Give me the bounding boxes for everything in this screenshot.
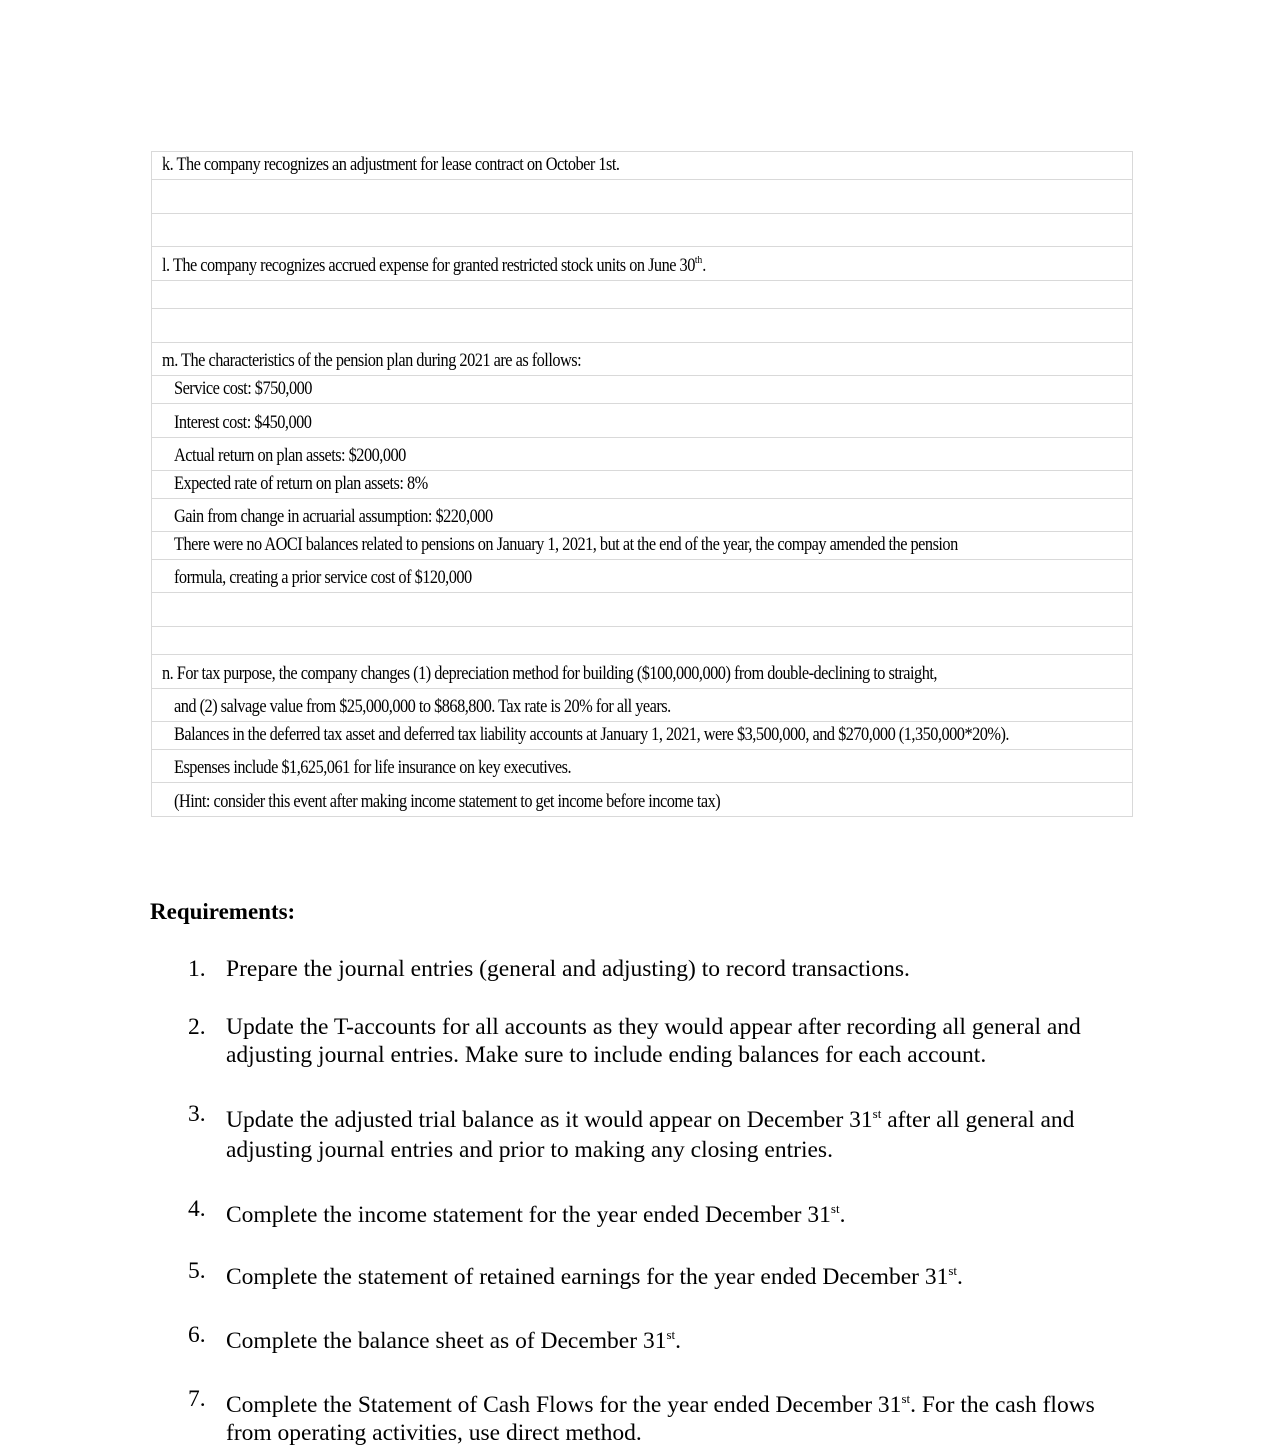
item-m-line: Gain from change in acruarial assumption: $220,000	[174, 506, 493, 527]
item-m-line: formula, creating a prior service cost of $120,000	[174, 567, 472, 588]
list-item: 5. Complete the statement of retained earnings for the year ended December 31st.	[188, 1258, 963, 1290]
list-item: 2. Update the T-accounts for all accounts as they would appear after recording all general and adjusting journal entries. Make sure to include ending balances for each account.	[188, 1014, 1081, 1068]
item-n-heading: n. For tax purpose, the company changes (1) depreciation method for building ($100,000,000) from double-declining to straight,	[162, 663, 937, 684]
table-row	[152, 343, 1132, 376]
list-item: 6. Complete the balance sheet as of December 31st.	[188, 1322, 681, 1354]
table-row	[152, 404, 1132, 438]
table-row	[152, 180, 1132, 214]
table-row	[152, 722, 1132, 750]
requirements-heading: Requirements:	[150, 899, 296, 924]
table-row	[152, 499, 1132, 532]
table-row	[152, 214, 1132, 247]
requirements-list	[150, 955, 1110, 1447]
table-row	[152, 655, 1132, 689]
table-row	[152, 750, 1132, 783]
item-n-line: and (2) salvage value from $25,000,000 to $868,800. Tax rate is 20% for all years.	[174, 696, 671, 717]
table-row	[152, 471, 1132, 499]
table-row	[152, 627, 1132, 655]
transactions-table	[151, 151, 1133, 817]
item-l-text: l. The company recognizes accrued expense for granted restricted stock units on June 30th.	[162, 254, 706, 276]
item-m-heading: m. The characteristics of the pension plan during 2021 are as follows:	[162, 350, 582, 371]
item-m-line: Expected rate of return on plan assets: 8%	[174, 473, 428, 494]
table-row	[152, 783, 1132, 817]
table-row	[152, 438, 1132, 471]
table-row	[152, 247, 1132, 281]
list-item: 4. Complete the income statement for the year ended December 31st.	[188, 1196, 846, 1228]
item-n-line: (Hint: consider this event after making income statement to get income before income tax)	[174, 791, 721, 812]
list-item: 3. Update the adjusted trial balance as it would appear on December 31st after all general and adjusting journal entries and prior to making any closing entries.	[188, 1101, 1075, 1163]
item-m-line: There were no AOCI balances related to pensions on January 1, 2021, but at the end of the year, the compay amended the pension	[174, 534, 958, 555]
item-m-line: Interest cost: $450,000	[174, 412, 312, 433]
table-row	[152, 376, 1132, 404]
table-row	[152, 593, 1132, 627]
table-row	[152, 309, 1132, 343]
table-row	[152, 560, 1132, 593]
item-n-line: Espenses include $1,625,061 for life insurance on key executives.	[174, 757, 572, 778]
table-row	[152, 281, 1132, 309]
list-item: 1. Prepare the journal entries (general and adjusting) to record transactions.	[188, 956, 910, 982]
item-k-text: k. The company recognizes an adjustment for lease contract on October 1st.	[162, 154, 620, 175]
table-row	[152, 689, 1132, 722]
table-row	[152, 152, 1132, 180]
list-item: 7. Complete the Statement of Cash Flows for the year ended December 31st. For the cash flows from operating activities, use direct method.	[188, 1386, 1095, 1446]
item-n-line: Balances in the deferred tax asset and deferred tax liability accounts at January 1, 2021, were $3,500,000, and $270,000 (1,350,000*20%).	[174, 724, 1010, 745]
item-m-line: Service cost: $750,000	[174, 378, 312, 399]
item-m-line: Actual return on plan assets: $200,000	[174, 445, 406, 466]
table-row	[152, 532, 1132, 560]
